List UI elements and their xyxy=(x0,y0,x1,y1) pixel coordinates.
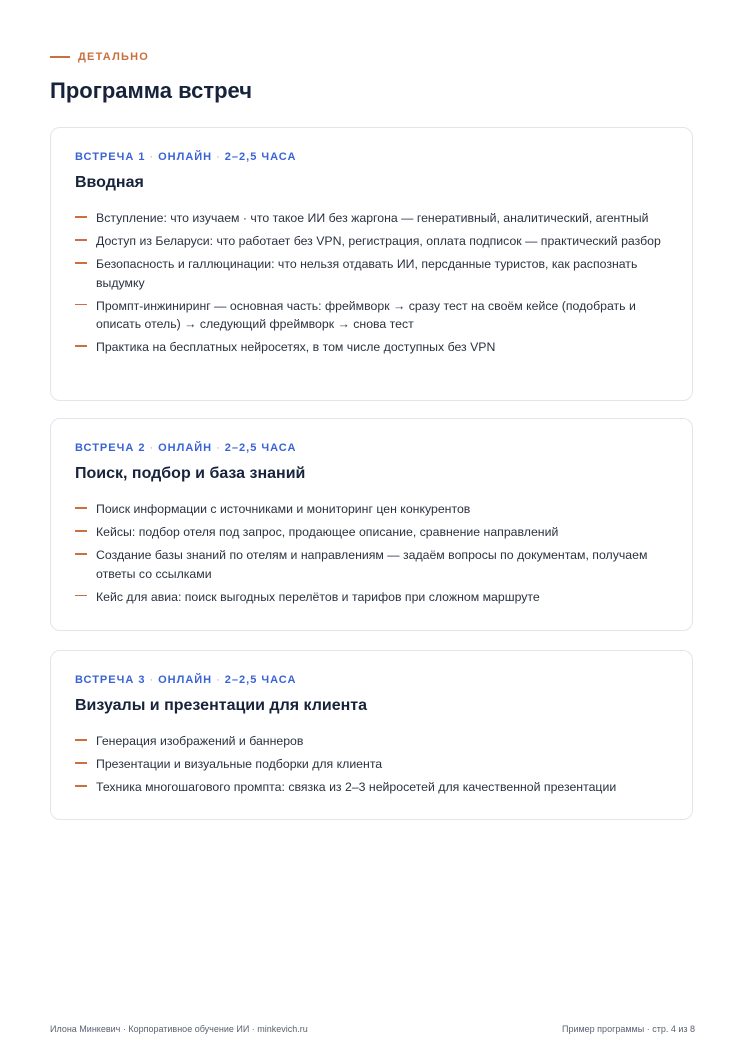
list-item-text: Промпт-инжиниринг — основная часть: фреймворк → сразу тест на своём кейсе (подобрать и описать отель) → следующий фреймворк → снова тест xyxy=(96,298,636,331)
meeting-duration: 2–2,5 ЧАСА xyxy=(224,674,297,686)
list-item-text: Кейсы: подбор отеля под запрос, продающее описание, сравнение направлений xyxy=(96,525,559,539)
list-item-text: Практика на бесплатных нейросетях, в том числе доступных без VPN xyxy=(96,340,496,354)
dash-marker xyxy=(75,530,87,532)
dash-marker xyxy=(75,216,87,218)
list-item-text: Техника многошагового промпта: связка из 2–3 нейросетей для качественной презентации xyxy=(96,780,617,794)
meeting-number: ВСТРЕЧА 1 xyxy=(75,151,146,163)
meeting-number: ВСТРЕЧА 2 xyxy=(75,442,146,454)
list-item-text: Кейс для авиа: поиск выгодных перелётов и тарифов при сложном маршруте xyxy=(96,589,540,604)
section-eyebrow xyxy=(50,51,149,63)
eyebrow-label: ДЕТАЛЬНО xyxy=(78,51,150,63)
page-title: Программа встреч xyxy=(50,78,253,103)
meeting-card-3 xyxy=(50,650,693,820)
meeting-title: Визуалы и презентации для клиента xyxy=(75,697,368,714)
list-item-text: Презентации и визуальные подборки для клиента xyxy=(96,757,383,771)
list-item-text: Вступление: что изучаем · что такое ИИ без жаргона — генеративный, аналитический, агентный xyxy=(96,211,649,225)
meeting-card-1 xyxy=(50,127,693,401)
meeting-topics xyxy=(75,209,668,357)
footer-page-info: Пример программы · стр. 4 из 8 xyxy=(561,1024,695,1034)
footer-author: Илона Минкевич · Корпоративное обучение ИИ · minkevich.ru xyxy=(50,1024,308,1034)
meeting-meta: ВСТРЕЧА 2 · ОНЛАЙН · 2–2,5 ЧАСА xyxy=(75,442,297,454)
list-item xyxy=(75,255,668,292)
dash-marker xyxy=(75,785,87,787)
meeting-number: ВСТРЕЧА 3 xyxy=(75,674,146,686)
meeting-title: Поиск, подбор и база знаний xyxy=(75,465,306,482)
eyebrow-dash xyxy=(50,56,70,58)
dash-marker xyxy=(75,507,87,509)
dash-marker xyxy=(75,595,87,597)
list-item-text: Поиск информации с источниками и мониторинг цен конкурентов xyxy=(96,502,471,516)
meeting-meta: ВСТРЕЧА 3 · ОНЛАЙН · 2–2,5 ЧАСА xyxy=(75,674,297,686)
dash-marker xyxy=(75,553,87,555)
list-item-text: Безопасность и галлюцинации: что нельзя отдавать ИИ, персданные туристов, как распознать выдумку xyxy=(96,257,638,290)
list-item xyxy=(75,546,668,583)
list-item xyxy=(75,523,668,542)
list-item xyxy=(75,778,668,797)
list-item xyxy=(75,232,668,251)
list-item xyxy=(75,338,668,357)
list-item xyxy=(75,588,668,607)
dash-marker xyxy=(75,262,87,264)
meeting-topics xyxy=(75,732,668,797)
dash-marker xyxy=(75,239,87,241)
meeting-topics xyxy=(75,500,668,606)
list-item-text: Генерация изображений и баннеров xyxy=(96,734,304,748)
dash-marker xyxy=(75,345,87,347)
list-item xyxy=(75,732,668,751)
dash-marker xyxy=(75,739,87,741)
dash-marker xyxy=(75,762,87,764)
list-item xyxy=(75,500,668,519)
list-item xyxy=(75,297,668,334)
list-item xyxy=(75,755,668,774)
meeting-title: Вводная xyxy=(75,174,144,191)
meeting-format: ОНЛАЙН xyxy=(158,442,213,454)
meeting-format: ОНЛАЙН xyxy=(158,151,213,163)
meeting-card-2 xyxy=(50,418,693,631)
meeting-meta: ВСТРЕЧА 1 · ОНЛАЙН · 2–2,5 ЧАСА xyxy=(75,151,297,163)
meeting-duration: 2–2,5 ЧАСА xyxy=(224,442,297,454)
dash-marker xyxy=(75,304,87,306)
list-item xyxy=(75,209,668,228)
meeting-format: ОНЛАЙН xyxy=(158,674,213,686)
meeting-duration: 2–2,5 ЧАСА xyxy=(224,151,297,163)
list-item-text: Доступ из Беларуси: что работает без VPN, регистрация, оплата подписок — практический разбор xyxy=(96,234,661,248)
list-item-text: Создание базы знаний по отелям и направлениям — задаём вопросы по документам, получаем ответы со ссылками xyxy=(96,548,648,581)
